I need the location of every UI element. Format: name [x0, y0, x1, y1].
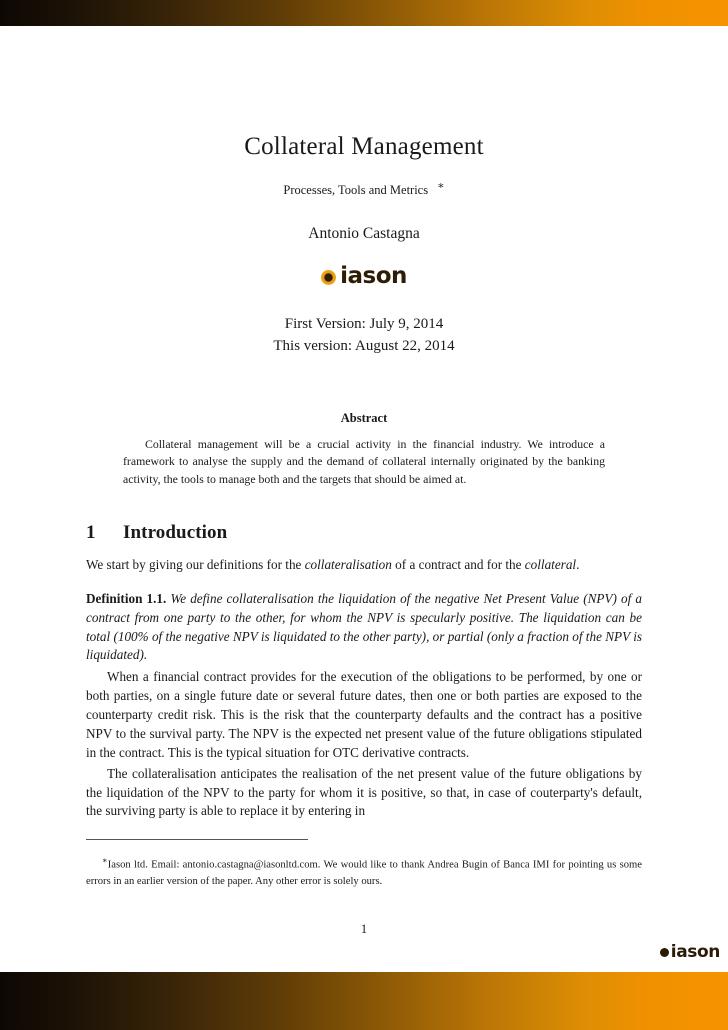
intro-emphasis-collateral: collateral [524, 556, 577, 572]
first-version-line: First Version: July 9, 2014 [284, 316, 444, 333]
iason-logo-text: iason [340, 263, 407, 290]
iason-watermark-mark-icon [660, 948, 669, 957]
bottom-decorative-band [0, 972, 728, 1030]
definition-label: Definition 1.1. [86, 590, 167, 606]
iason-logo-mark-icon [321, 270, 336, 285]
page-content [86, 0, 642, 890]
footnote-text [86, 840, 642, 889]
definition-text: We define collateralisation the liquidation of the negative Net Present Value (NPV) of a contract from one party to the other, for whom the NPV is specularly positive. The liquidation can be total (100% of the negative NPV is liquidated to the other party), or partial (only a fraction of the NPV is liquidated). [86, 590, 643, 663]
iason-watermark-text: iason [670, 942, 720, 962]
intro-emphasis-collateralisation: collateralisation [304, 556, 392, 572]
body-paragraph-1: When a financial contract provides for the execution of the obligations to be performed, by one or both parties, on a single future date or several future dates, then one or both parties are exposed to the counterparty credit risk. This is the risk that the counterparty defaults and the contract has a positive NPV to the survival party. The NPV is the expected net present value of the future obligations stipulated in the contract. This is the typical situation for OTC derivative contracts. [86, 669, 642, 760]
intro-text-c: . [576, 556, 580, 572]
body-paragraph-2: The collateralisation anticipates the realisation of the net present value of the future obligations by the liquidation of the NPV to the party for whom it is positive, so that, in case of couterparty's default, the surviving party is able to replace it by entering in [86, 765, 642, 819]
section-title: Introduction [123, 521, 228, 543]
footnote-marker: ∗ [437, 179, 445, 192]
author-name: Antonio Castagna [308, 225, 420, 243]
intro-text-b: of a contract and for the [391, 556, 525, 572]
definition-block [86, 575, 642, 666]
abstract-heading: Abstract [340, 411, 388, 425]
iason-logo [86, 243, 642, 288]
section-heading-introduction [86, 488, 642, 544]
footnote-body: Iason ltd. Email: antonio.castagna@iasonltd.com. We would like to thank Andrea Bugin of Banca IMI for pointing us some errors in an earlier version of the paper. Any other error is solely ours. [86, 859, 642, 887]
version-dates [86, 288, 642, 357]
footnote-star-marker: ∗ [102, 855, 108, 866]
section-number: 1 [86, 521, 96, 543]
this-version-line: This version: August 22, 2014 [273, 337, 455, 354]
subtitle-text: Processes, Tools and Metrics [283, 182, 429, 197]
abstract-text: Collateral management will be a crucial activity in the financial industry. We introduce a framework to analyse the supply and the demand of collateral internally originated by the banking activity, the tools to manage both and the targets that should be aimed at. [123, 437, 605, 486]
page-subtitle [86, 161, 642, 198]
intro-paragraph [86, 544, 642, 575]
iason-watermark [660, 944, 720, 961]
page-number: 1 [360, 922, 368, 936]
intro-text-a: We start by giving our definitions for the [86, 556, 305, 572]
page-title: Collateral Management [244, 133, 484, 160]
